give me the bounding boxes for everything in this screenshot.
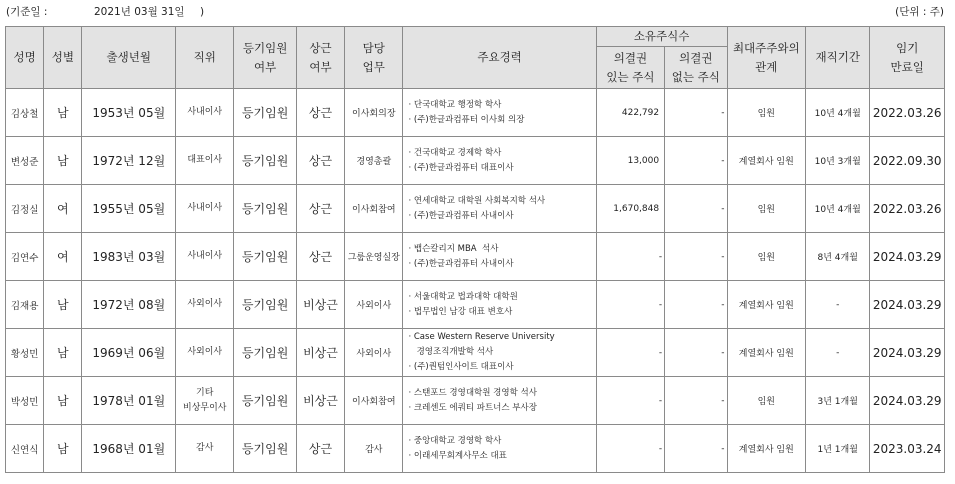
cell-gender: 남 — [44, 425, 82, 473]
header-voting-line2: 있는 주식 — [606, 69, 655, 84]
cell-voting-shares: 13,000 — [596, 137, 664, 185]
cell-gender: 남 — [44, 281, 82, 329]
cell-voting-shares: 1,670,848 — [596, 185, 664, 233]
cell-relation: 임원 — [727, 377, 806, 425]
cell-voting-shares: - — [596, 377, 664, 425]
report-meta — [6, 4, 944, 20]
cell-name: 김연수 — [6, 233, 44, 281]
cell-name: 김재용 — [6, 281, 44, 329]
cell-birth: 1955년 05월 — [82, 185, 176, 233]
position-line: 비상무이사 — [183, 402, 227, 413]
header-relation — [727, 27, 806, 89]
cell-position — [176, 137, 234, 185]
position-line: 사외이사 — [187, 347, 223, 357]
header-term — [870, 27, 945, 89]
header-gender: 성별 — [44, 27, 82, 89]
cell-registered: 등기임원 — [234, 233, 296, 281]
position-line: 사외이사 — [187, 299, 223, 309]
cell-fulltime: 상근 — [296, 89, 344, 137]
cell-career — [403, 377, 596, 425]
table-row — [6, 377, 945, 425]
cell-career — [403, 233, 596, 281]
career-line: · Case Western Reserve University — [408, 332, 555, 342]
cell-relation: 임원 — [727, 89, 806, 137]
cell-position — [176, 233, 234, 281]
position-line: 사내이사 — [187, 107, 223, 117]
cell-tenure: 3년 1개월 — [806, 377, 870, 425]
cell-position — [176, 425, 234, 473]
cell-position — [176, 329, 234, 377]
header-position: 직위 — [176, 27, 234, 89]
cell-duty: 감사 — [345, 425, 403, 473]
cell-tenure: 1년 1개월 — [806, 425, 870, 473]
cell-gender: 남 — [44, 329, 82, 377]
cell-term-end: 2023.03.24 — [870, 425, 945, 473]
cell-career — [403, 137, 596, 185]
header-nonvoting — [665, 47, 727, 89]
cell-fulltime: 비상근 — [296, 329, 344, 377]
career-line: · 서울대학교 법과대학 대학원 — [408, 291, 518, 302]
cell-nonvoting-shares: - — [665, 185, 727, 233]
header-relation-line2: 관계 — [755, 59, 778, 74]
cell-nonvoting-shares: - — [665, 89, 727, 137]
cell-duty: 이사회참여 — [345, 185, 403, 233]
table-row — [6, 137, 945, 185]
cell-nonvoting-shares: - — [665, 137, 727, 185]
cell-birth: 1953년 05월 — [82, 89, 176, 137]
cell-duty: 사외이사 — [345, 281, 403, 329]
base-date-label: (기준일 : — [6, 6, 48, 18]
table-row — [6, 185, 945, 233]
cell-gender: 남 — [44, 137, 82, 185]
cell-tenure: 10년 4개월 — [806, 185, 870, 233]
table-row — [6, 425, 945, 473]
cell-nonvoting-shares: - — [665, 377, 727, 425]
cell-fulltime: 비상근 — [296, 281, 344, 329]
career-line: · 이래세무회계사무소 대표 — [408, 450, 507, 461]
cell-nonvoting-shares: - — [665, 233, 727, 281]
header-fulltime — [296, 27, 344, 89]
header-duty-line1: 담당 — [362, 40, 385, 55]
header-birth: 출생년월 — [82, 27, 176, 89]
position-line: 기타 — [196, 387, 214, 398]
cell-birth: 1983년 03월 — [82, 233, 176, 281]
cell-fulltime: 비상근 — [296, 377, 344, 425]
cell-position — [176, 89, 234, 137]
cell-fulltime: 상근 — [296, 185, 344, 233]
cell-relation: 계열회사 임원 — [727, 137, 806, 185]
cell-voting-shares: 422,792 — [596, 89, 664, 137]
cell-term-end: 2022.09.30 — [870, 137, 945, 185]
header-voting — [596, 47, 664, 89]
cell-voting-shares: - — [596, 425, 664, 473]
cell-tenure: - — [806, 329, 870, 377]
cell-name: 김정실 — [6, 185, 44, 233]
position-line: 사내이사 — [187, 203, 223, 213]
header-voting-line1: 의결권 — [613, 50, 648, 65]
table-row — [6, 281, 945, 329]
header-tenure: 재직기간 — [806, 27, 870, 89]
header-nonvoting-line2: 없는 주식 — [671, 69, 720, 84]
table-row — [6, 89, 945, 137]
career-line: · (주)한글과컴퓨터 대표이사 — [408, 162, 514, 173]
table-body — [6, 89, 945, 473]
header-duty — [345, 27, 403, 89]
cell-career — [403, 425, 596, 473]
header-fulltime-line1: 상근 — [309, 40, 332, 55]
cell-name: 변성준 — [6, 137, 44, 185]
career-line: · 연세대학교 대학원 사회복지학 석사 — [408, 195, 546, 206]
cell-gender: 남 — [44, 377, 82, 425]
career-line: · (주)한글과컴퓨터 이사회 의장 — [408, 114, 525, 125]
header-nonvoting-line1: 의결권 — [679, 50, 713, 65]
cell-relation: 계열회사 임원 — [727, 281, 806, 329]
cell-term-end: 2024.03.29 — [870, 377, 945, 425]
cell-birth: 1978년 01월 — [82, 377, 176, 425]
cell-position — [176, 185, 234, 233]
cell-voting-shares: - — [596, 233, 664, 281]
header-shares: 소유주식수 — [596, 27, 727, 47]
cell-registered: 등기임원 — [234, 281, 296, 329]
cell-registered: 등기임원 — [234, 89, 296, 137]
cell-voting-shares: - — [596, 329, 664, 377]
position-line: 감사 — [196, 443, 214, 453]
cell-fulltime: 상근 — [296, 425, 344, 473]
career-line: · (주)한글과컴퓨터 사내이사 — [408, 258, 514, 269]
cell-registered: 등기임원 — [234, 377, 296, 425]
career-line: · 스탠포드 경영대학원 경영학 석사 — [408, 387, 537, 398]
table-row — [6, 233, 945, 281]
cell-career — [403, 185, 596, 233]
career-line: · (주)퀀텀인사이트 대표이사 — [408, 362, 514, 372]
cell-position — [176, 281, 234, 329]
table-row — [6, 329, 945, 377]
cell-birth: 1972년 08월 — [82, 281, 176, 329]
header-duty-line2: 업무 — [362, 59, 385, 74]
cell-registered: 등기임원 — [234, 329, 296, 377]
career-line: · (주)한글과컴퓨터 사내이사 — [408, 210, 514, 221]
header-registered-line2: 여부 — [254, 59, 277, 74]
position-line: 대표이사 — [187, 155, 223, 165]
cell-position — [176, 377, 234, 425]
cell-birth: 1969년 06월 — [82, 329, 176, 377]
cell-term-end: 2022.03.26 — [870, 185, 945, 233]
cell-relation: 계열회사 임원 — [727, 425, 806, 473]
cell-fulltime: 상근 — [296, 137, 344, 185]
cell-registered: 등기임원 — [234, 137, 296, 185]
cell-name: 김상철 — [6, 89, 44, 137]
header-fulltime-line2: 여부 — [309, 59, 332, 74]
cell-gender: 여 — [44, 185, 82, 233]
cell-gender: 여 — [44, 233, 82, 281]
cell-registered: 등기임원 — [234, 425, 296, 473]
header-registered — [234, 27, 296, 89]
cell-tenure: 10년 3개월 — [806, 137, 870, 185]
cell-duty: 이사회의장 — [345, 89, 403, 137]
cell-registered: 등기임원 — [234, 185, 296, 233]
cell-nonvoting-shares: - — [665, 329, 727, 377]
header-career: 주요경력 — [403, 27, 596, 89]
cell-gender: 남 — [44, 89, 82, 137]
cell-birth: 1972년 12월 — [82, 137, 176, 185]
cell-name: 황성민 — [6, 329, 44, 377]
cell-relation: 임원 — [727, 233, 806, 281]
cell-tenure: - — [806, 281, 870, 329]
career-line: · 뱁슨칼리지 MBA 석사 — [408, 243, 499, 254]
base-date-value: 2021년 03월 31일 — [94, 6, 185, 18]
career-line: · 단국대학교 행정학 학사 — [408, 99, 502, 110]
cell-relation: 임원 — [727, 185, 806, 233]
header-relation-line1: 최대주주와의 — [732, 40, 800, 55]
cell-duty: 경영총괄 — [345, 137, 403, 185]
base-date-close: ) — [200, 6, 205, 18]
executive-table — [5, 26, 945, 473]
cell-nonvoting-shares: - — [665, 281, 727, 329]
header-name: 성명 — [6, 27, 44, 89]
cell-career — [403, 329, 596, 377]
cell-term-end: 2022.03.26 — [870, 89, 945, 137]
cell-term-end: 2024.03.29 — [870, 281, 945, 329]
cell-birth: 1968년 01월 — [82, 425, 176, 473]
header-term-line1: 임기 — [896, 40, 919, 55]
career-line: · 법무법인 남강 대표 변호사 — [408, 306, 513, 317]
position-line: 사내이사 — [187, 251, 223, 261]
cell-term-end: 2024.03.29 — [870, 329, 945, 377]
career-line: · 크레센도 에쿼티 파트너스 부사장 — [408, 402, 537, 413]
unit-label: (단위 : 주) — [895, 6, 944, 18]
cell-voting-shares: - — [596, 281, 664, 329]
cell-tenure: 10년 4개월 — [806, 89, 870, 137]
header-registered-line1: 등기임원 — [242, 40, 288, 55]
cell-duty: 그룹운영실장 — [345, 233, 403, 281]
career-line: · 건국대학교 경제학 학사 — [408, 147, 502, 158]
cell-duty: 이사회참여 — [345, 377, 403, 425]
cell-relation: 계열회사 임원 — [727, 329, 806, 377]
cell-nonvoting-shares: - — [665, 425, 727, 473]
career-line: 경영조직개발학 석사 — [408, 347, 494, 357]
cell-name: 신연식 — [6, 425, 44, 473]
cell-duty: 사외이사 — [345, 329, 403, 377]
career-line: · 중앙대학교 경영학 학사 — [408, 435, 502, 446]
cell-name: 박성민 — [6, 377, 44, 425]
cell-term-end: 2024.03.29 — [870, 233, 945, 281]
cell-career — [403, 281, 596, 329]
header-term-line2: 만료일 — [890, 59, 924, 74]
cell-fulltime: 상근 — [296, 233, 344, 281]
cell-career — [403, 89, 596, 137]
cell-tenure: 8년 4개월 — [806, 233, 870, 281]
